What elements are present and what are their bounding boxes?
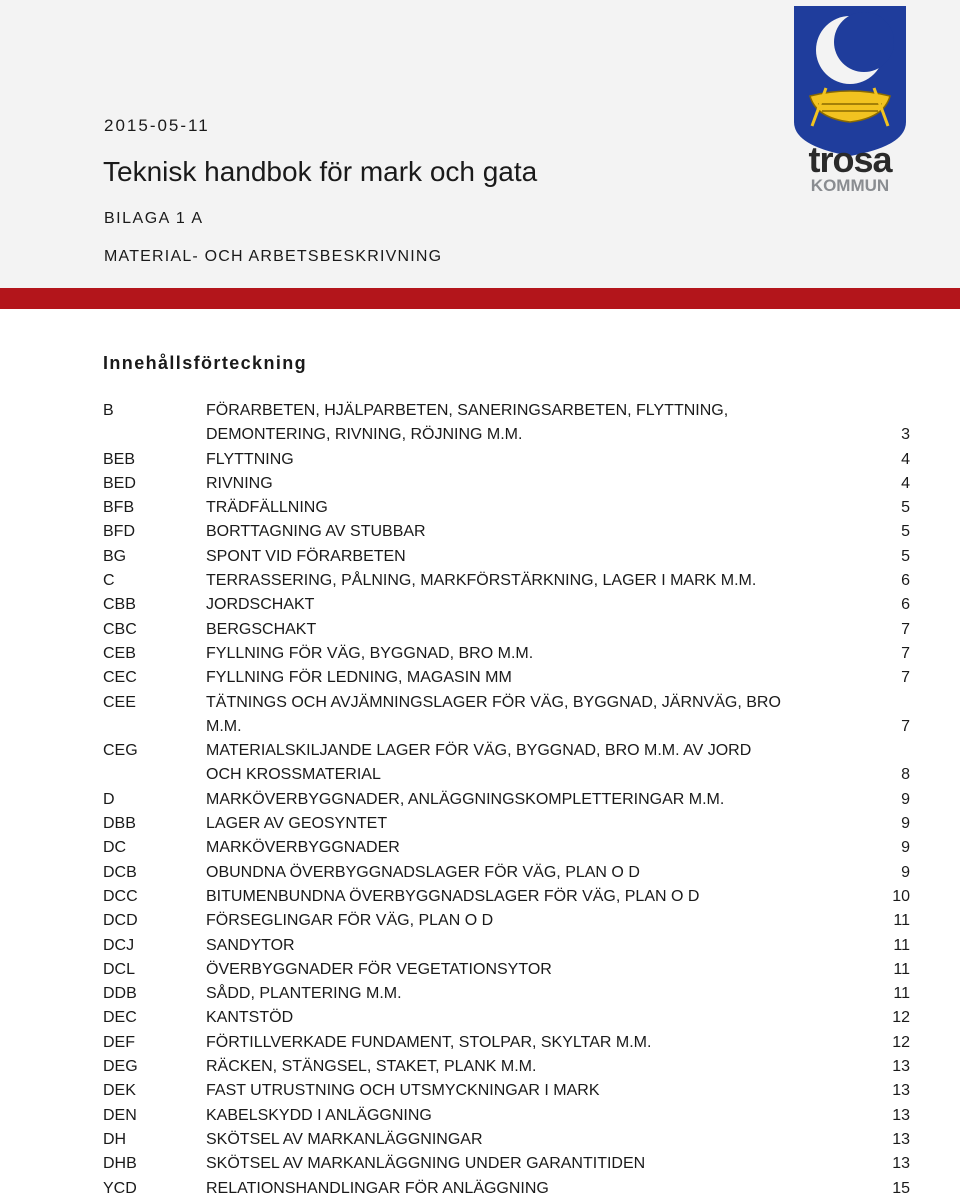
- toc-entry-title-line: MARKÖVERBYGGNADER: [206, 839, 400, 857]
- brand-subtext: KOMMUN: [810, 176, 890, 194]
- toc-entry-code: DCJ: [103, 936, 135, 954]
- toc-entry[interactable]: [103, 836, 910, 860]
- toc-entry[interactable]: [103, 1152, 910, 1176]
- toc-entry-page-number: 12: [892, 1033, 910, 1051]
- toc-entry-title-line: FAST UTRUSTNING OCH UTSMYCKNINGAR I MARK: [206, 1082, 600, 1100]
- toc-entry-title-line: SPONT VID FÖRARBETEN: [206, 547, 406, 565]
- toc-entry-code: CEC: [103, 669, 137, 687]
- toc-entry[interactable]: [103, 861, 910, 885]
- toc-entry-page-number: 9: [901, 863, 910, 881]
- toc-entry-title-line: LAGER AV GEOSYNTET: [206, 815, 388, 833]
- toc-entry-title-line: MATERIALSKILJANDE LAGER FÖR VÄG, BYGGNAD, BRO M.M. AV JORD: [206, 742, 752, 760]
- toc-entry-title: [206, 520, 870, 544]
- toc-entry-page-number: 6: [901, 572, 910, 590]
- toc-entry-page-number: 13: [892, 1058, 910, 1076]
- toc-entry-title: [206, 1104, 870, 1128]
- document-subtitle: MATERIAL- OCH ARBETSBESKRIVNING: [104, 248, 443, 265]
- toc-entry-title: [206, 861, 870, 885]
- toc-entry-title: [206, 666, 870, 690]
- toc-entry[interactable]: [103, 569, 910, 593]
- toc-entry[interactable]: [103, 1079, 910, 1103]
- toc-entry-title: [206, 1152, 870, 1176]
- toc-entry-page-number: 7: [901, 644, 910, 662]
- toc-entry-title: [206, 909, 870, 933]
- toc-entry-title-line: RELATIONSHANDLINGAR FÖR ANLÄGGNING: [206, 1179, 549, 1197]
- toc-entry-page-number: 9: [901, 839, 910, 857]
- toc-entry-title-line: MARKÖVERBYGGNADER, ANLÄGGNINGSKOMPLETTERINGAR M.M.: [206, 790, 725, 808]
- toc-entry[interactable]: [103, 812, 910, 836]
- toc-entry-page-number: 8: [901, 766, 910, 784]
- toc-entry-page-number: 12: [892, 1009, 910, 1027]
- toc-entry-code: DC: [103, 839, 127, 857]
- toc-entry[interactable]: [103, 739, 910, 788]
- toc-entry-page-number: 9: [901, 790, 910, 808]
- toc-entry[interactable]: [103, 1177, 910, 1201]
- toc-entry[interactable]: [103, 666, 910, 690]
- toc-entry-code: C: [103, 572, 115, 590]
- toc-entry-title-line: TÄTNINGS OCH AVJÄMNINGSLAGER FÖR VÄG, BYGGNAD, JÄRNVÄG, BRO: [206, 693, 781, 711]
- document-date: 2015-05-11: [104, 116, 210, 135]
- toc-entry-code: DEN: [103, 1106, 137, 1124]
- toc-entry-code: BEB: [103, 450, 136, 468]
- toc-entry-code: DCB: [103, 863, 137, 881]
- toc-entry-code: CEG: [103, 742, 138, 760]
- toc-entry-title: [206, 934, 870, 958]
- toc-entry-page-number: 5: [901, 547, 910, 565]
- toc-entry-code: D: [103, 790, 115, 808]
- toc-entry[interactable]: [103, 593, 910, 617]
- toc-entry[interactable]: [103, 1055, 910, 1079]
- toc-entry-title: [206, 836, 870, 860]
- toc-entry-code: CEB: [103, 644, 136, 662]
- toc-entry[interactable]: [103, 788, 910, 812]
- toc-entry-title-line: SKÖTSEL AV MARKANLÄGGNING UNDER GARANTITIDEN: [206, 1155, 646, 1173]
- toc-entry-code: YCD: [103, 1179, 137, 1197]
- toc-entry-title: [206, 618, 870, 642]
- toc-entry-title-line: FÖRSEGLINGAR FÖR VÄG, PLAN O D: [206, 912, 494, 930]
- toc-entry-title-line: DEMONTERING, RIVNING, RÖJNING M.M.: [206, 426, 523, 444]
- toc-entry-page-number: 4: [901, 450, 910, 468]
- toc-entry-code: DH: [103, 1130, 127, 1148]
- toc-entry[interactable]: [103, 1006, 910, 1030]
- toc-entry-page-number: 5: [901, 523, 910, 541]
- toc-entry-title-line: SÅDD, PLANTERING M.M.: [206, 985, 402, 1003]
- toc-entry-title: [206, 739, 870, 788]
- toc-entry-title: [206, 885, 870, 909]
- toc-entry-title-line: OCH KROSSMATERIAL: [206, 766, 381, 784]
- toc-entry[interactable]: [103, 934, 910, 958]
- toc-entry-title: [206, 496, 870, 520]
- toc-entry[interactable]: [103, 520, 910, 544]
- toc-entry[interactable]: [103, 448, 910, 472]
- toc-entry-title-line: BITUMENBUNDNA ÖVERBYGGNADSLAGER FÖR VÄG, PLAN O D: [206, 887, 700, 905]
- toc-entry-title-line: ÖVERBYGGNADER FÖR VEGETATIONSYTOR: [206, 960, 552, 978]
- toc-entry-page-number: 13: [892, 1106, 910, 1124]
- toc-entry-page-number: 11: [893, 936, 910, 954]
- toc-entry-title: [206, 1055, 870, 1079]
- toc-heading: Innehållsförteckning: [103, 353, 308, 373]
- toc-entry-code: DCD: [103, 912, 138, 930]
- toc-entry-code: DBB: [103, 815, 136, 833]
- toc-entry-code: DEC: [103, 1009, 137, 1027]
- toc-entry-code: BFB: [103, 499, 135, 517]
- toc-entry-title-line: SKÖTSEL AV MARKANLÄGGNINGAR: [206, 1130, 483, 1148]
- coat-of-arms-icon: [794, 6, 906, 156]
- appendix-label: BILAGA 1 A: [104, 210, 204, 227]
- toc-entry-title-line: OBUNDNA ÖVERBYGGNADSLAGER FÖR VÄG, PLAN O D: [206, 863, 640, 881]
- toc-entry-title: [206, 788, 870, 812]
- toc-entry-title: [206, 691, 870, 740]
- toc-entry-title: [206, 1006, 870, 1030]
- toc-entry-page-number: 5: [901, 499, 910, 517]
- toc-entry-title: [206, 1177, 870, 1201]
- toc-entry-code: B: [103, 402, 114, 419]
- toc-entry-page-number: 7: [901, 717, 910, 735]
- toc-entry-code: DEK: [103, 1082, 136, 1100]
- toc-entry-title: [206, 1031, 870, 1055]
- toc-entry-title: [206, 569, 870, 593]
- toc-entry-title-line: TRÄDFÄLLNING: [206, 499, 328, 517]
- toc-entry-title-line: FÖRTILLVERKADE FUNDAMENT, STOLPAR, SKYLTAR M.M.: [206, 1033, 652, 1051]
- toc-entry-page-number: 13: [892, 1155, 910, 1173]
- toc-entry[interactable]: [103, 496, 910, 520]
- toc-entry-page-number: 15: [892, 1179, 910, 1197]
- toc-entry-title: [206, 545, 870, 569]
- trosa-kommun-logo: [788, 4, 912, 194]
- toc-entry-title-line: KABELSKYDD I ANLÄGGNING: [206, 1106, 432, 1124]
- table-of-contents: [103, 399, 910, 1201]
- toc-entry-title: [206, 1128, 870, 1152]
- toc-entry-title: [206, 982, 870, 1006]
- toc-entry-code: BG: [103, 547, 127, 565]
- toc-entry-code: DEF: [103, 1033, 135, 1051]
- toc-entry[interactable]: [103, 399, 910, 448]
- toc-entry-page-number: 13: [892, 1130, 910, 1148]
- brand-name-text: trosa: [808, 139, 892, 180]
- toc-entry-title-line: FYLLNING FÖR LEDNING, MAGASIN MM: [206, 669, 512, 687]
- toc-entry-code: CBB: [103, 596, 136, 614]
- toc-entry[interactable]: [103, 958, 910, 982]
- toc-entry-code: DDB: [103, 985, 137, 1003]
- toc-entry-title: [206, 958, 870, 982]
- toc-entry-page-number: 7: [901, 669, 910, 687]
- toc-entry-title-line: RÄCKEN, STÄNGSEL, STAKET, PLANK M.M.: [206, 1058, 537, 1076]
- toc-entry[interactable]: [103, 472, 910, 496]
- toc-entry-title-line: RIVNING: [206, 474, 273, 492]
- toc-entry-title-line: FYLLNING FÖR VÄG, BYGGNAD, BRO M.M.: [206, 644, 534, 662]
- red-divider-band: [0, 288, 960, 309]
- toc-entry-title: [206, 642, 870, 666]
- toc-entry-page-number: 4: [901, 474, 910, 492]
- toc-entry[interactable]: [103, 885, 910, 909]
- toc-entry-code: CBC: [103, 620, 137, 638]
- toc-entry[interactable]: [103, 982, 910, 1006]
- toc-entry-title-line: FÖRARBETEN, HJÄLPARBETEN, SANERINGSARBETEN, FLYTTNING,: [206, 402, 729, 419]
- toc-entry-code: DCL: [103, 960, 136, 978]
- toc-entry-page-number: 3: [901, 426, 910, 444]
- toc-entry-title-line: JORDSCHAKT: [206, 596, 315, 614]
- toc-entry-title: [206, 472, 870, 496]
- toc-entry-title-line: BERGSCHAKT: [206, 620, 317, 638]
- toc-entry-title-line: TERRASSERING, PÅLNING, MARKFÖRSTÄRKNING, LAGER I MARK M.M.: [206, 572, 757, 590]
- toc-entry[interactable]: [103, 642, 910, 666]
- toc-entry-page-number: 6: [901, 596, 910, 614]
- toc-entry-page-number: 10: [892, 887, 910, 905]
- toc-entry-title-line: FLYTTNING: [206, 450, 294, 468]
- toc-entry-title-line: SANDYTOR: [206, 936, 295, 954]
- toc-entry-title: [206, 448, 870, 472]
- toc-entry[interactable]: [103, 909, 910, 933]
- toc-entry[interactable]: [103, 1031, 910, 1055]
- toc-entry-page-number: 9: [901, 815, 910, 833]
- toc-entry-page-number: 11: [893, 960, 910, 978]
- toc-entry-title: [206, 593, 870, 617]
- toc-entry-code: CEE: [103, 693, 136, 711]
- toc-entry-title: [206, 399, 870, 448]
- document-title: Teknisk handbok för mark och gata: [103, 156, 538, 187]
- toc-entry[interactable]: [103, 545, 910, 569]
- toc-entry-code: DCC: [103, 887, 138, 905]
- toc-entry-code: DEG: [103, 1058, 138, 1076]
- toc-entry-code: BFD: [103, 523, 135, 541]
- toc-entry-title-line: KANTSTÖD: [206, 1009, 294, 1027]
- toc-entry-title: [206, 1079, 870, 1103]
- toc-entry[interactable]: [103, 618, 910, 642]
- toc-entry-page-number: 11: [893, 985, 910, 1003]
- toc-entry-title-line: M.M.: [206, 717, 242, 735]
- toc-entry[interactable]: [103, 691, 910, 740]
- toc-entry-page-number: 13: [892, 1082, 910, 1100]
- toc-entry-title-line: BORTTAGNING AV STUBBAR: [206, 523, 426, 541]
- toc-entry-code: DHB: [103, 1155, 137, 1173]
- toc-entry-page-number: 7: [901, 620, 910, 638]
- toc-entry-title: [206, 812, 870, 836]
- toc-entry-code: BED: [103, 474, 136, 492]
- toc-entry[interactable]: [103, 1104, 910, 1128]
- toc-entry[interactable]: [103, 1128, 910, 1152]
- toc-entry-page-number: 11: [893, 912, 910, 930]
